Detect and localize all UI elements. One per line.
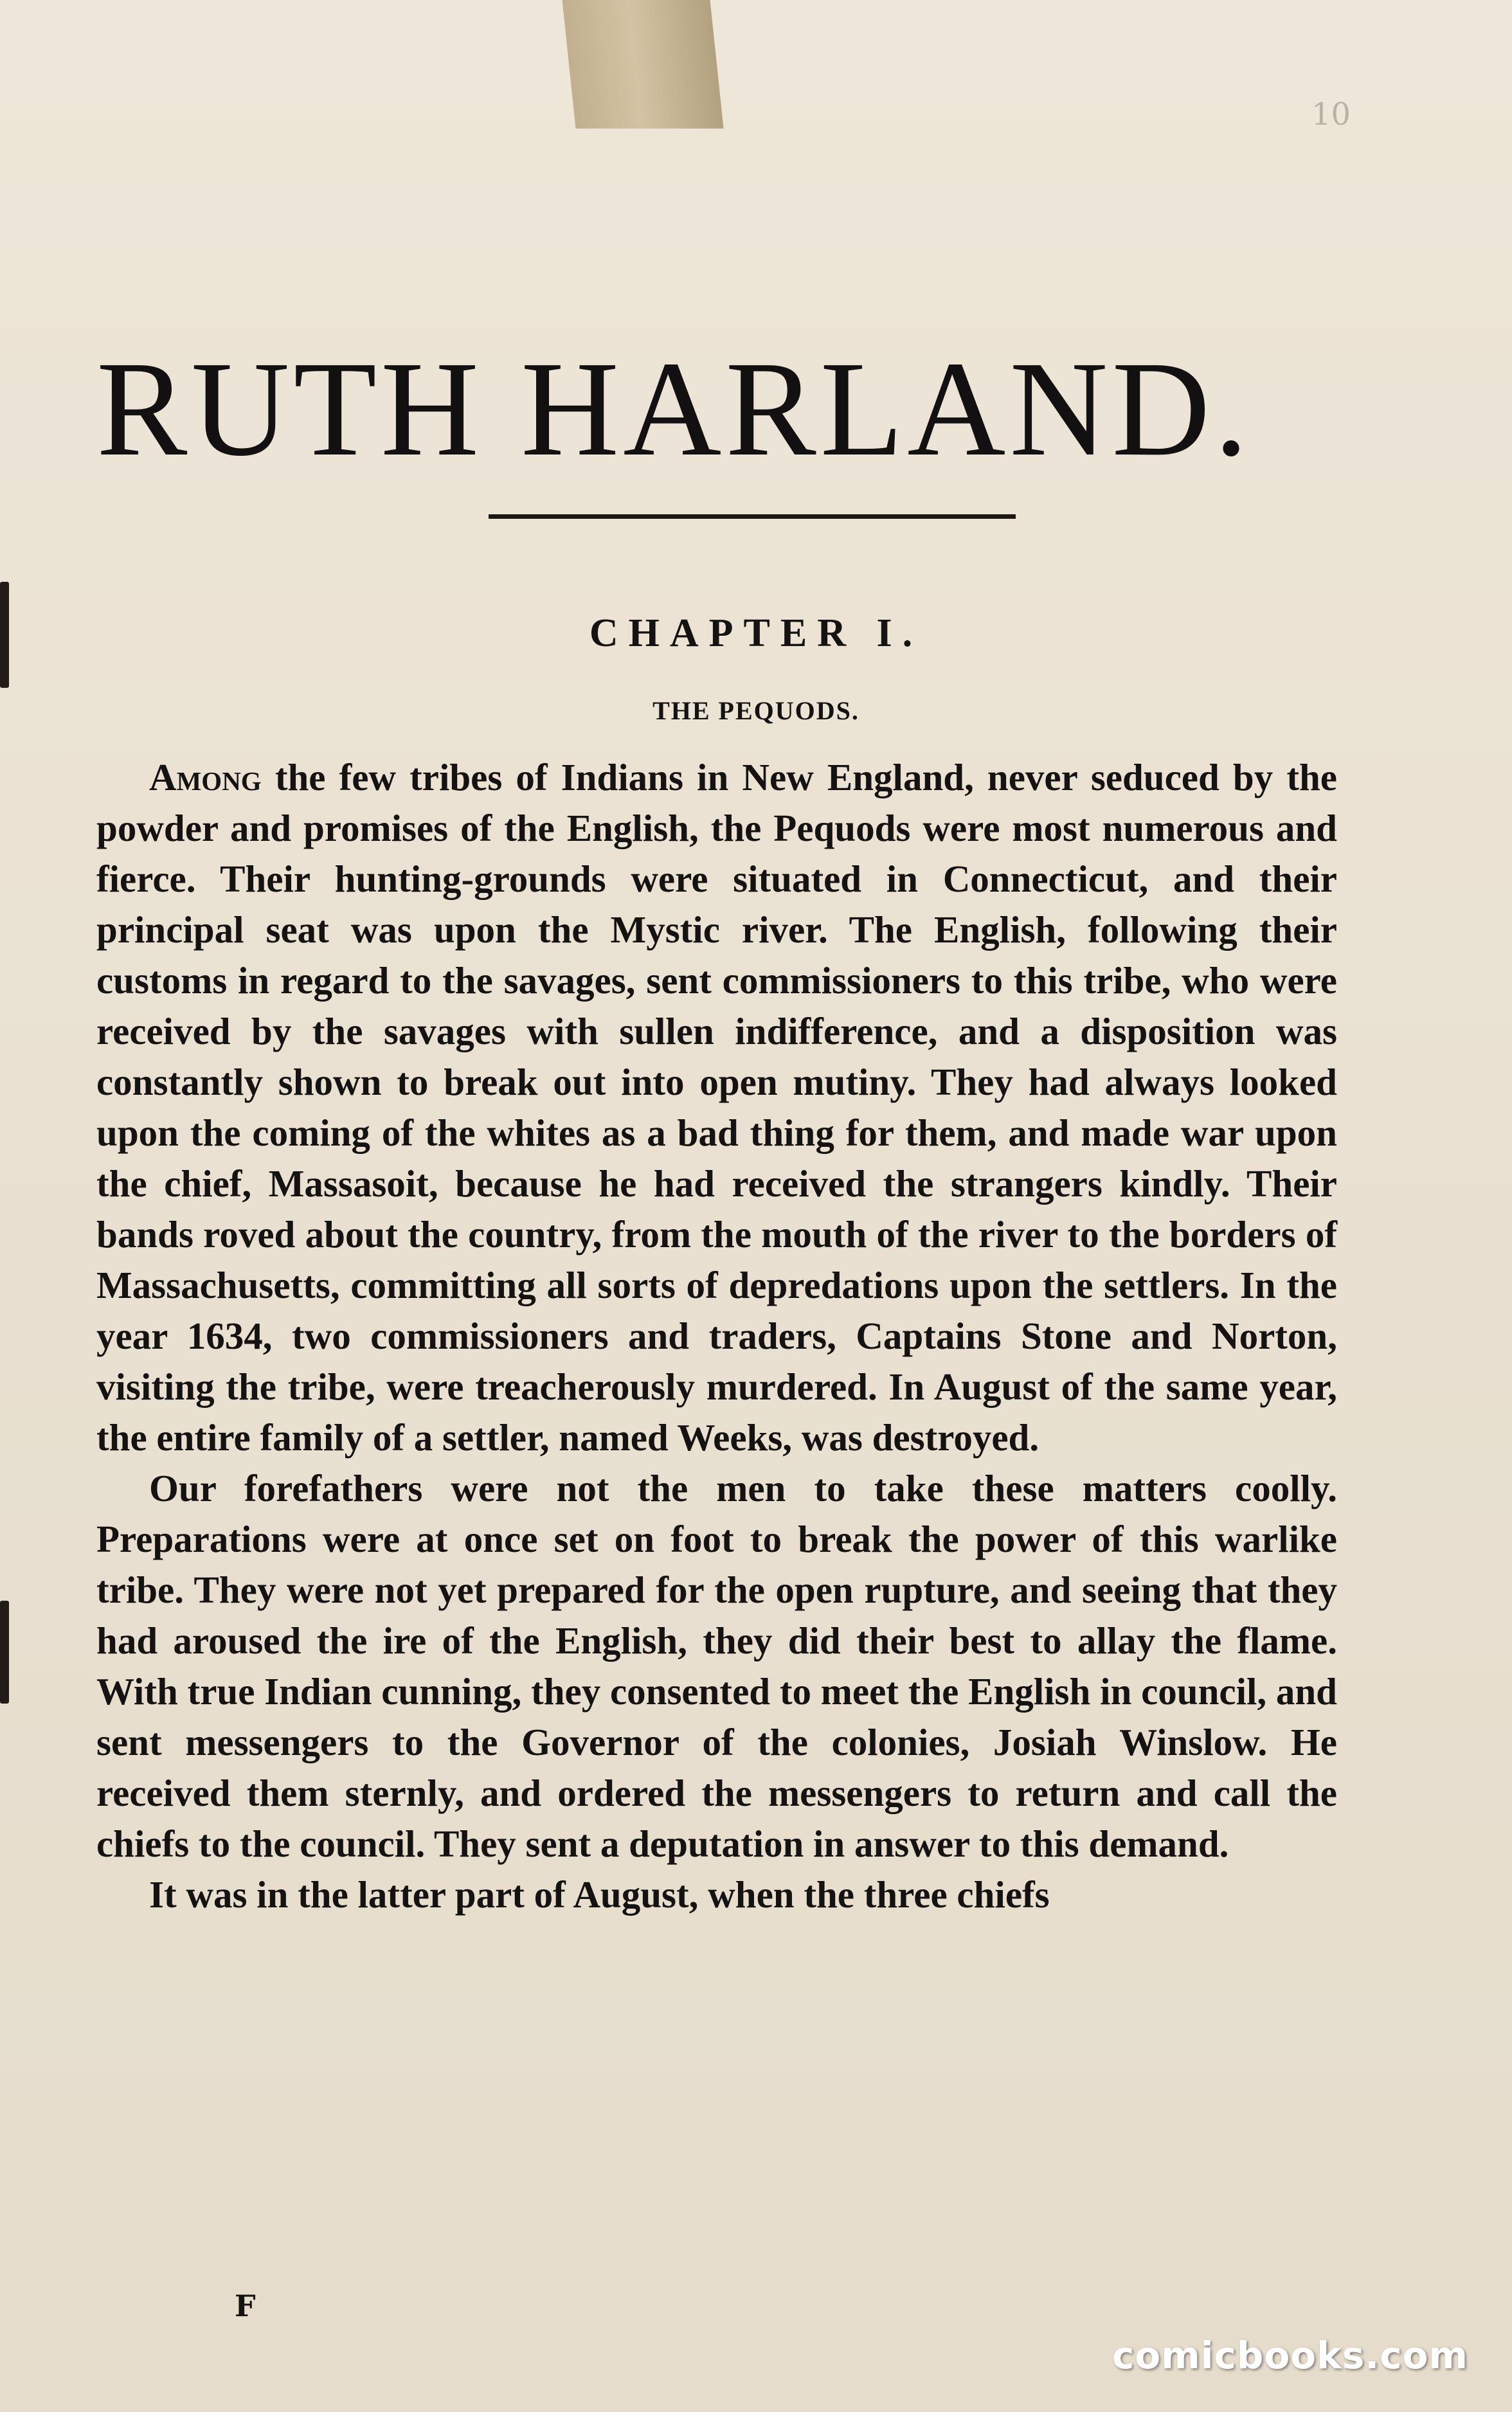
binding-mark-lower [0, 1601, 9, 1704]
watermark: comicbooks.com [1112, 2334, 1468, 2377]
paragraph-1 [96, 752, 1337, 1463]
chapter-heading: CHAPTER I. [589, 611, 923, 655]
page-number: 10 [1311, 96, 1351, 132]
tape-strip [562, 0, 723, 129]
paragraph-2-text: Our forefathers were not the men to take these matters coolly. Preparations were at once set on foot to break the power of this warlike tribe. They were not yet prepared for the open rupture, and seeing that they had aroused the ire of the English, they did their best to allay the flame. With true Indian cunning, they consented to meet the English in council, and sent messengers to the Governor of the colonies, Josiah Winslow. He received them sternly, and ordered the messengers to return and call the chiefs to the council. They sent a deputation in answer to this demand. [96, 1467, 1337, 1865]
chapter-subtitle: THE PEQUODS. [652, 696, 860, 725]
paragraph-3-text: It was in the latter part of August, when the three chiefs [149, 1873, 1050, 1916]
paragraph-1-text: the few tribes of Indians in New England, never seduced by the powder and promises of the English, the Pequods were most numerous and fierce. Their hunting-grounds were situated in Connecticut, and their principal seat was upon the Mystic river. The English, following their customs in regard to the savages, sent commissioners to this tribe, who were received by the savages with sullen indifference, and a disposition was constantly shown to break out into open mutiny. They had always looked upon the coming of the whites as a bad thing for them, and made war upon the chief, Massasoit, because he had received the strangers kindly. Their bands roved about the country, from the mouth of the river to the borders of Massachusetts, committing all sorts of depredations upon the settlers. In the year 1634, two commissioners and traders, Captains Stone and Norton, visiting the tribe, were treacherously murdered. In August of the same year, the entire family of a settler, named Weeks, was destroyed. [96, 756, 1337, 1459]
book-title: RUTH HARLAND. [96, 333, 1252, 484]
paragraph-3 [96, 1869, 1337, 1920]
paragraph-2 [96, 1463, 1337, 1869]
title-rule [489, 514, 1016, 519]
body-text [96, 752, 1337, 1920]
signature-mark: F [235, 2289, 256, 2323]
paragraph-1-lead: Among [149, 756, 262, 798]
